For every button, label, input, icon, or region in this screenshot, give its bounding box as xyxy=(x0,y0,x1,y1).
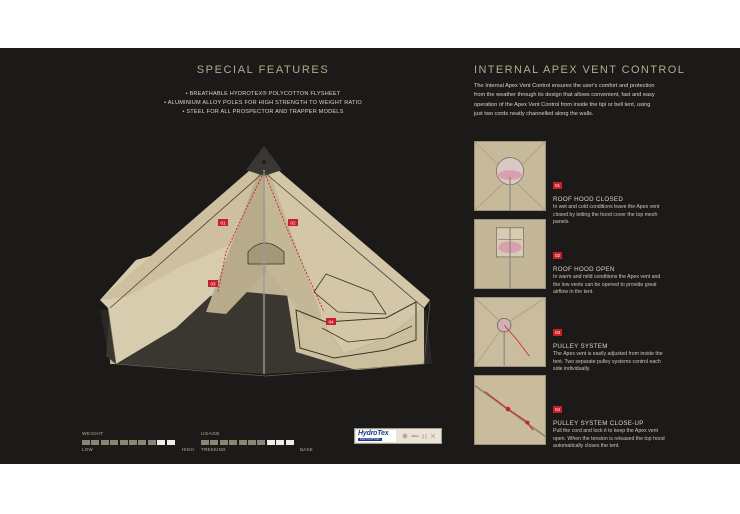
usage-scale-cell xyxy=(286,440,294,445)
feature-bullets xyxy=(0,90,526,117)
weight-scale-cell xyxy=(167,440,175,445)
bullet-flysheet: • BREATHABLE HYDROTEX® POLYCOTTON FLYSHEET xyxy=(185,91,341,97)
usage-label: USAGE xyxy=(201,432,220,437)
callout-03 xyxy=(208,280,218,287)
special-features-title: SPECIAL FEATURES xyxy=(196,64,330,76)
weight-label: WEIGHT xyxy=(82,432,104,437)
usage-scale xyxy=(201,432,313,452)
usage-scale-cell xyxy=(210,440,218,445)
usage-scale-cell xyxy=(267,440,275,445)
svg-text:01: 01 xyxy=(220,220,226,226)
apex-vent-intro: The Internal Apex Vent Control ensures the user's comfort and protection from the weather through its design that allows convenient, fast and easy operation of the Apex Vent Control from inside the tipi or bell tent, using just two cords neatly channelled along the walls. xyxy=(474,83,655,117)
weight-scale-cell xyxy=(82,440,90,445)
pulley-closeup-photo xyxy=(474,375,546,445)
feature-03-title: PULLEY SYSTEM xyxy=(553,343,608,350)
usage-low-label: TREKKING xyxy=(201,446,226,452)
weight-scale-cell xyxy=(138,440,146,445)
usage-scale-cell xyxy=(220,440,228,445)
apex-vent-title: INTERNAL APEX VENT CONTROL xyxy=(474,64,686,76)
weight-scale-cell xyxy=(101,440,109,445)
usage-scale-cell xyxy=(201,440,209,445)
hydrotex-logo xyxy=(354,428,442,444)
roof-hood-closed-photo xyxy=(474,141,546,211)
feature-01-badge: 01 xyxy=(555,183,561,188)
feature-02 xyxy=(553,244,665,297)
weight-scale-cell xyxy=(148,440,156,445)
feature-02-desc: In warm and mild conditions the Apex vent and the low vents can be opened to provide great airflow in the tent. xyxy=(553,274,661,295)
weight-scale xyxy=(82,432,194,452)
callout-04 xyxy=(326,318,336,325)
feature-02-badge: 02 xyxy=(555,253,561,258)
bullet-steel: • STEEL FOR ALL PROSPECTOR AND TRAPPER MODELS xyxy=(182,109,344,115)
usage-scale-cell xyxy=(276,440,284,445)
weight-scale-cell xyxy=(129,440,137,445)
callout-01 xyxy=(218,219,228,226)
weight-high-label: HIGH xyxy=(181,446,194,452)
feature-03-badge: 03 xyxy=(555,330,561,335)
hydrotex-logo-text: HydroTex xyxy=(358,430,389,437)
usage-scale-cell xyxy=(248,440,256,445)
callout-02 xyxy=(288,219,298,226)
bullet-poles: • ALUMINIUM ALLOY POLES FOR HIGH STRENGTH TO WEIGHT RATIO xyxy=(164,100,362,106)
feature-01-desc: In wet and cold conditions leave the Apex vent closed by letting the hood cover the top mesh panels. xyxy=(553,204,660,225)
feature-02-title: ROOF HOOD OPEN xyxy=(553,266,615,273)
weight-scale-cell xyxy=(157,440,165,445)
svg-text:04: 04 xyxy=(328,319,334,325)
brochure-spread xyxy=(0,48,740,464)
weight-bar xyxy=(82,440,194,445)
feature-04-desc: Pull the cord and lock it to keep the Apex vent open. When the tension is released the top hood automatically closes the tent. xyxy=(553,428,665,449)
pulley-system-photo xyxy=(474,297,546,367)
feature-03 xyxy=(553,321,665,374)
feature-01-title: ROOF HOOD CLOSED xyxy=(553,196,624,203)
usage-scale-cell xyxy=(229,440,237,445)
usage-high-label: BASE xyxy=(300,446,313,452)
hydrotex-logo-sub: POLYCOTTON xyxy=(360,438,380,441)
weight-low-label: LOW xyxy=(82,446,93,452)
feature-04-badge: 04 xyxy=(555,407,561,412)
usage-scale-cell xyxy=(257,440,265,445)
usage-bar xyxy=(201,440,313,445)
feature-04 xyxy=(553,398,665,451)
weight-scale-cell xyxy=(120,440,128,445)
tent-illustration xyxy=(86,142,446,378)
roof-hood-open-photo xyxy=(474,219,546,289)
weight-scale-cell xyxy=(110,440,118,445)
weight-scale-cell xyxy=(91,440,99,445)
feature-03-desc: The Apex vent is easily adjusted from inside the tent. Two separate pulley systems control each side individually. xyxy=(553,351,663,372)
feature-04-title: PULLEY SYSTEM CLOSE-UP xyxy=(553,420,644,427)
usage-scale-cell xyxy=(239,440,247,445)
feature-01 xyxy=(553,174,665,227)
weather-icons xyxy=(401,432,439,440)
svg-text:03: 03 xyxy=(210,281,216,287)
svg-text:02: 02 xyxy=(290,220,296,226)
